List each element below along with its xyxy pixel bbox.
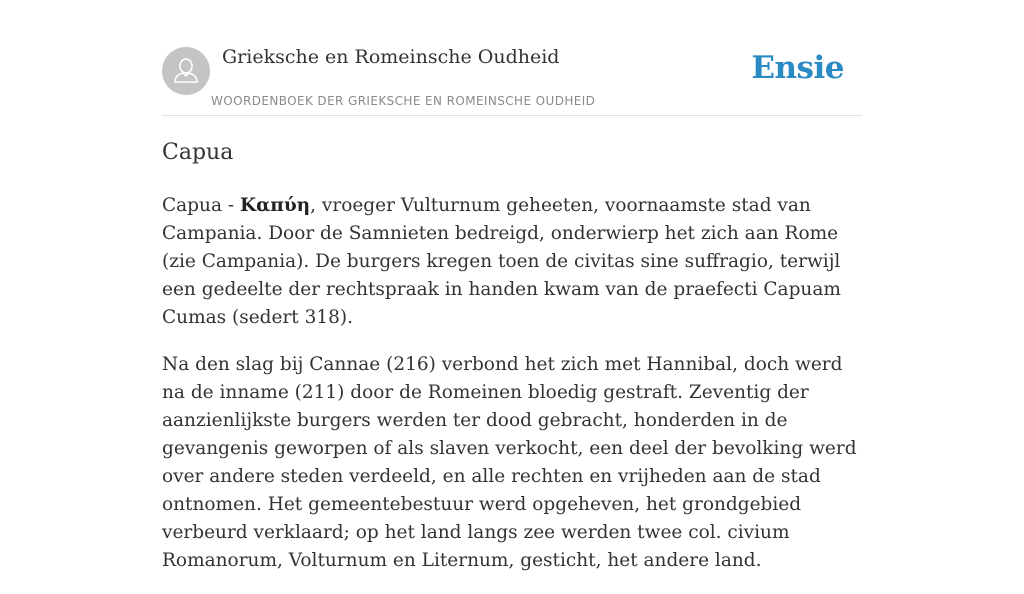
greek-term: Καπύη — [239, 195, 311, 216]
entry-title: Capua — [162, 140, 234, 165]
paragraph-2: Na den slag bij Cannae (216) verbond het zich met Hannibal, doch werd na de inname (211) door de Romeinen bloedig gestraft. Zeventig der aanzienlijkste burgers werden ter dood gebracht, honderden in de gevangenis geworpen of als slaven verkocht, een deel der bevolking werd over andere steden verdeeld, en alle rechten en vrijheden aan de stad ontnomen. Het gemeentebestuur werd opgeheven, het grondgebied verbeurd verklaard; op het land langs zee werden twee col. civium Romanorum, Volturnum en Liternum, gesticht, het andere land. — [162, 354, 857, 571]
entry-lead: Capua - — [162, 195, 240, 216]
book-subtitle: WOORDENBOEK DER GRIEKSCHE EN ROMEINSCHE OUDHEID — [211, 94, 596, 108]
page — [162, 0, 862, 571]
paragraph-1 — [162, 192, 862, 332]
entry-content — [162, 192, 862, 594]
user-silhouette-icon[interactable] — [162, 47, 210, 95]
site-header — [162, 0, 862, 116]
book-title-link[interactable]: Grieksche en Romeinsche Oudheid — [222, 46, 560, 68]
paragraph-1-text: , vroeger Vulturnum geheeten, voornaamste stad van Campania. Door de Samnieten bedreigd, onderwierp het zich aan Rome (zie Campania). De burgers kregen toen de civitas sine suffragio, terwijl een gedeelte der rechtspraak in handen kwam van de praefecti Capuam Cumas (sedert 318). — [162, 195, 841, 328]
ensie-logo[interactable]: Ensie — [751, 50, 844, 86]
